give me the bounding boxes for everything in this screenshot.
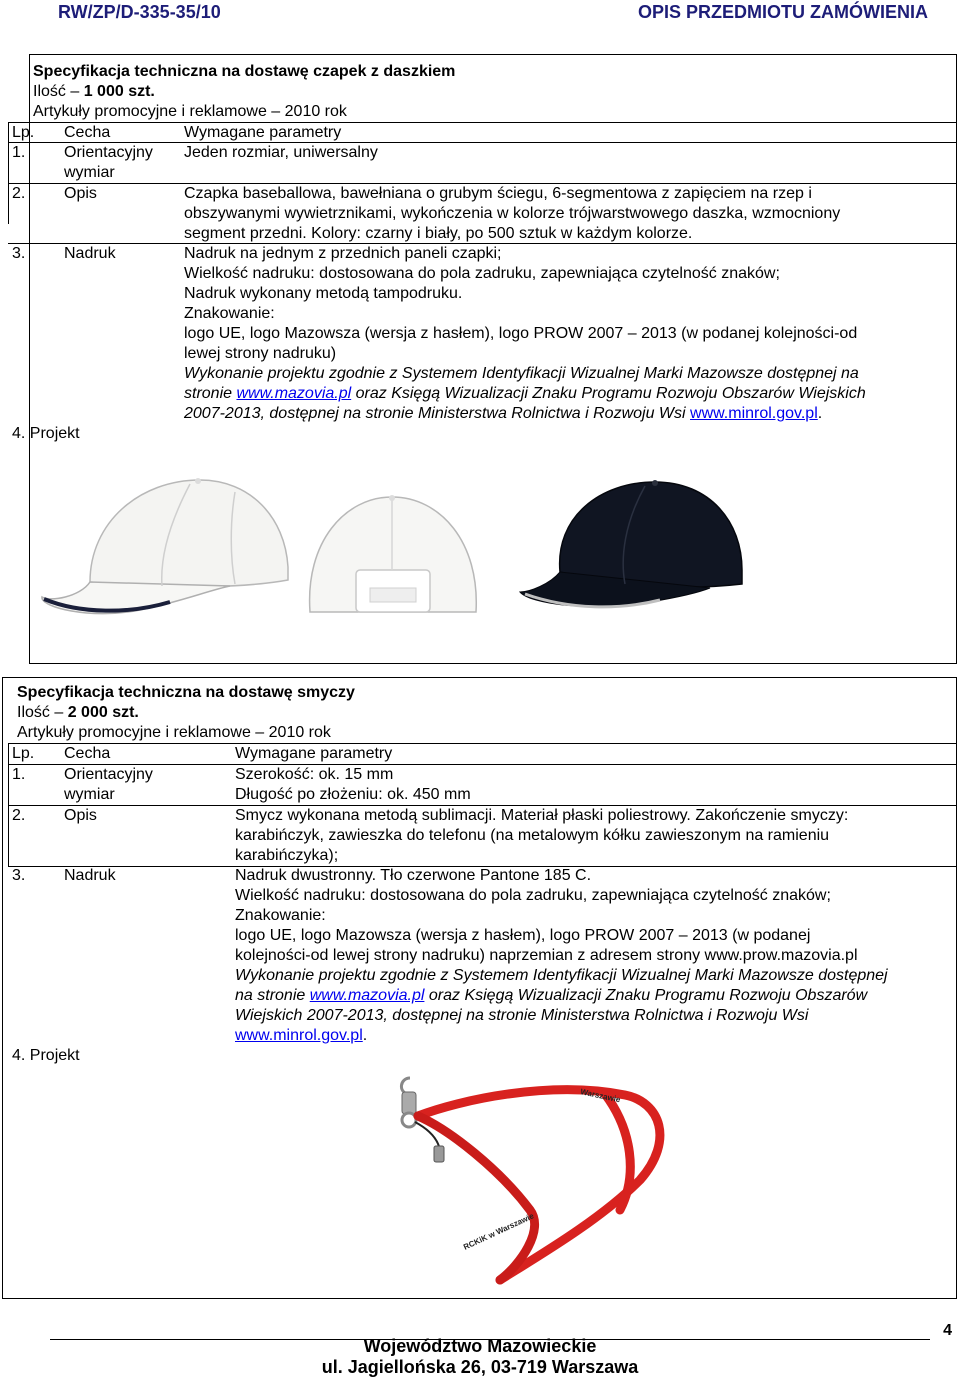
lanyard-r3-text: oraz Księgą Wizualizacji Znaku Programu Rozwoju Obszarów [424,987,868,1004]
caps-r3-line: logo UE, logo Mazowsza (wersja z hasłem), logo PROW 2007 – 2013 (w podanej kolejności-od [184,325,858,342]
lanyard-qty-value: 2 000 szt. [67,704,139,721]
caps-r3-line: Znakowanie: [184,305,275,322]
lanyard-icon [401,1078,659,1280]
page-number: 4 [943,1322,952,1339]
lanyard-table-top [8,743,957,744]
caps-qty-value: 1 000 szt. [83,83,155,100]
lanyard-r1-length: Długość po złożeniu: ok. 450 mm [235,786,471,803]
caps-r3-line: Wielkość nadruku: dostosowana do pola zadruku, zapewniająca czytelność znaków; [184,265,780,282]
lanyard-qty-label: Ilość [17,704,50,721]
lanyard-image [370,1070,690,1295]
lanyard-r2-line: Smycz wykonana metodą sublimacji. Materiał płaski poliestrowy. Zakończenie smyczy: [235,807,849,824]
lanyard-r3-line: Nadruk dwustronny. Tło czerwone Pantone 185 C. [235,867,592,884]
lanyard-r3-cecha: Nadruk [64,867,116,884]
lanyard-r3-lp: 3. [12,867,26,884]
lanyard-r4-projekt: 4. Projekt [12,1047,80,1064]
caps-r2-cecha: Opis [64,185,97,202]
caps-r3-line: Nadruk na jednym z przednich paneli czapki; [184,245,502,262]
lanyard-r3-line: Wykonanie projektu zgodnie z Systemem Identyfikacji Wizualnej Marki Mazowsze dostępnej [235,967,888,984]
caps-r3-line: Nadruk wykonany metodą tampodruku. [184,285,463,302]
caps-category: Artykuły promocyjne i reklamowe – 2010 rok [33,103,347,120]
lanyard-r3-line: kolejności-od lewej strony nadruku) naprzemian z adresem strony www.prow.mazovia.pl [235,947,858,964]
caps-r1-cecha-b: wymiar [64,164,115,181]
lanyard-r3-line: Wiejskich 2007-2013, dostępnej na stronie Ministerstwa Rolnictwa i Rozwoju Wsi [235,1007,809,1024]
caps-r3-line [184,384,866,404]
lanyard-r3-line [235,986,867,1006]
caps-r4-projekt: 4. Projekt [12,425,80,442]
lanyard-r3-text: na stronie [235,987,310,1004]
white-cap-back-icon [310,495,477,612]
lanyard-print-text: Warszawie [579,1087,622,1105]
caps-r3-line [184,404,822,424]
lanyard-col-param: Wymagane parametry [235,745,393,762]
caps-col-param: Wymagane parametry [184,124,342,141]
page-header [0,2,960,26]
caps-r3-text: 2007-2013, dostępnej na stronie Ministerstwa Rolnictwa i Rozwoju Wsi [184,405,691,422]
lanyard-r1-lp: 1. [12,766,26,783]
lanyard-r2-lp: 2. [12,807,26,824]
minrol-link[interactable]: www.minrol.gov.pl [690,405,818,422]
lanyard-r2-line: karabińczyka); [235,847,339,864]
document-reference: RW/ZP/D-335-35/10 [58,2,221,22]
footer-org: Województwo Mazowieckie [363,1336,597,1356]
lanyard-r1-cecha: Orientacyjny [64,766,153,783]
caps-qty-label: Ilość [33,83,66,100]
white-cap-side-icon [42,478,288,614]
caps-r2-lp: 2. [12,185,26,202]
lanyard-r1-cecha-b: wymiar [64,786,115,803]
lanyard-r1-width: Szerokość: ok. 15 mm [235,766,394,783]
lanyard-r3-line: Znakowanie: [235,907,326,924]
caps-r1-cecha: Orientacyjny [64,144,153,161]
lanyard-r3-line: Wielkość nadruku: dostosowana do pola zadruku, zapewniająca czytelność znaków; [235,887,831,904]
lanyard-print-text: RCKiK w Warszawie [462,1211,536,1252]
lanyard-r3-line [235,1026,367,1046]
caps-r3-lp: 3. [12,245,26,262]
caps-r3-text: oraz Księgą Wizualizacji Znaku Programu Rozwoju Obszarów Wiejskich [351,385,866,402]
caps-r3-line: Wykonanie projektu zgodnie z Systemem Identyfikacji Wizualnej Marki Mazowsze dostępnej na [184,365,859,382]
minrol-link[interactable]: www.minrol.gov.pl [235,1027,363,1044]
caps-r2-line: Czapka baseballowa, bawełniana o grubym ściegu, 6-segmentowa z zapięciem na rzep i [184,185,812,202]
caps-r3-text: . [817,405,823,422]
caps-r3-cecha: Nadruk [64,245,116,262]
lanyard-category: Artykuły promocyjne i reklamowe – 2010 rok [17,724,331,741]
caps-col-lp: Lp. [12,124,35,141]
caps-r2-line: segment przedni. Kolory: czarny i biały, po 500 sztuk w każdym kolorze. [184,225,693,242]
caps-quantity: Ilość – 1 000 szt. [33,83,155,100]
mazovia-link[interactable]: www.mazovia.pl [236,385,352,402]
lanyard-quantity: Ilość – 2 000 szt. [17,704,139,721]
mazovia-link[interactable]: www.mazovia.pl [309,987,425,1004]
caps-col-cecha: Cecha [64,124,111,141]
lanyard-r3-line: logo UE, logo Mazowsza (wersja z hasłem), logo PROW 2007 – 2013 (w podanej [235,927,811,944]
lanyard-title: Specyfikacja techniczna na dostawę smyczy [17,684,355,701]
document-section-title: OPIS PRZEDMIOTU ZAMÓWIENIA [638,2,928,22]
caps-r1-value: Jeden rozmiar, uniwersalny [184,144,378,161]
lanyard-r2-cecha: Opis [64,807,97,824]
footer-address: ul. Jagiellońska 26, 03-719 Warszawa [321,1357,639,1377]
caps-r1-lp: 1. [12,144,26,161]
lanyard-r3-text: . [362,1027,368,1044]
caps-r2-line: obszywanymi wywietrznikami, wykończenia w kolorze trójwarstwowego daszka, wzmocniony [184,205,841,222]
caps-title: Specyfikacja techniczna na dostawę czapek z daszkiem [33,63,456,80]
caps-r3-text: stronie [184,385,237,402]
lanyard-col-cecha: Cecha [64,745,111,762]
cap-images [30,462,750,632]
caps-r3-line: lewej strony nadruku) [184,345,337,362]
caps-table-top [8,122,957,123]
lanyard-col-lp: Lp. [12,745,35,762]
caps-table-left [8,122,9,224]
lanyard-r2-line: karabińczyk, zawieszka do telefonu (na metalowym kółku zawieszonym na ramieniu [235,827,830,844]
black-cap-icon [520,480,742,607]
